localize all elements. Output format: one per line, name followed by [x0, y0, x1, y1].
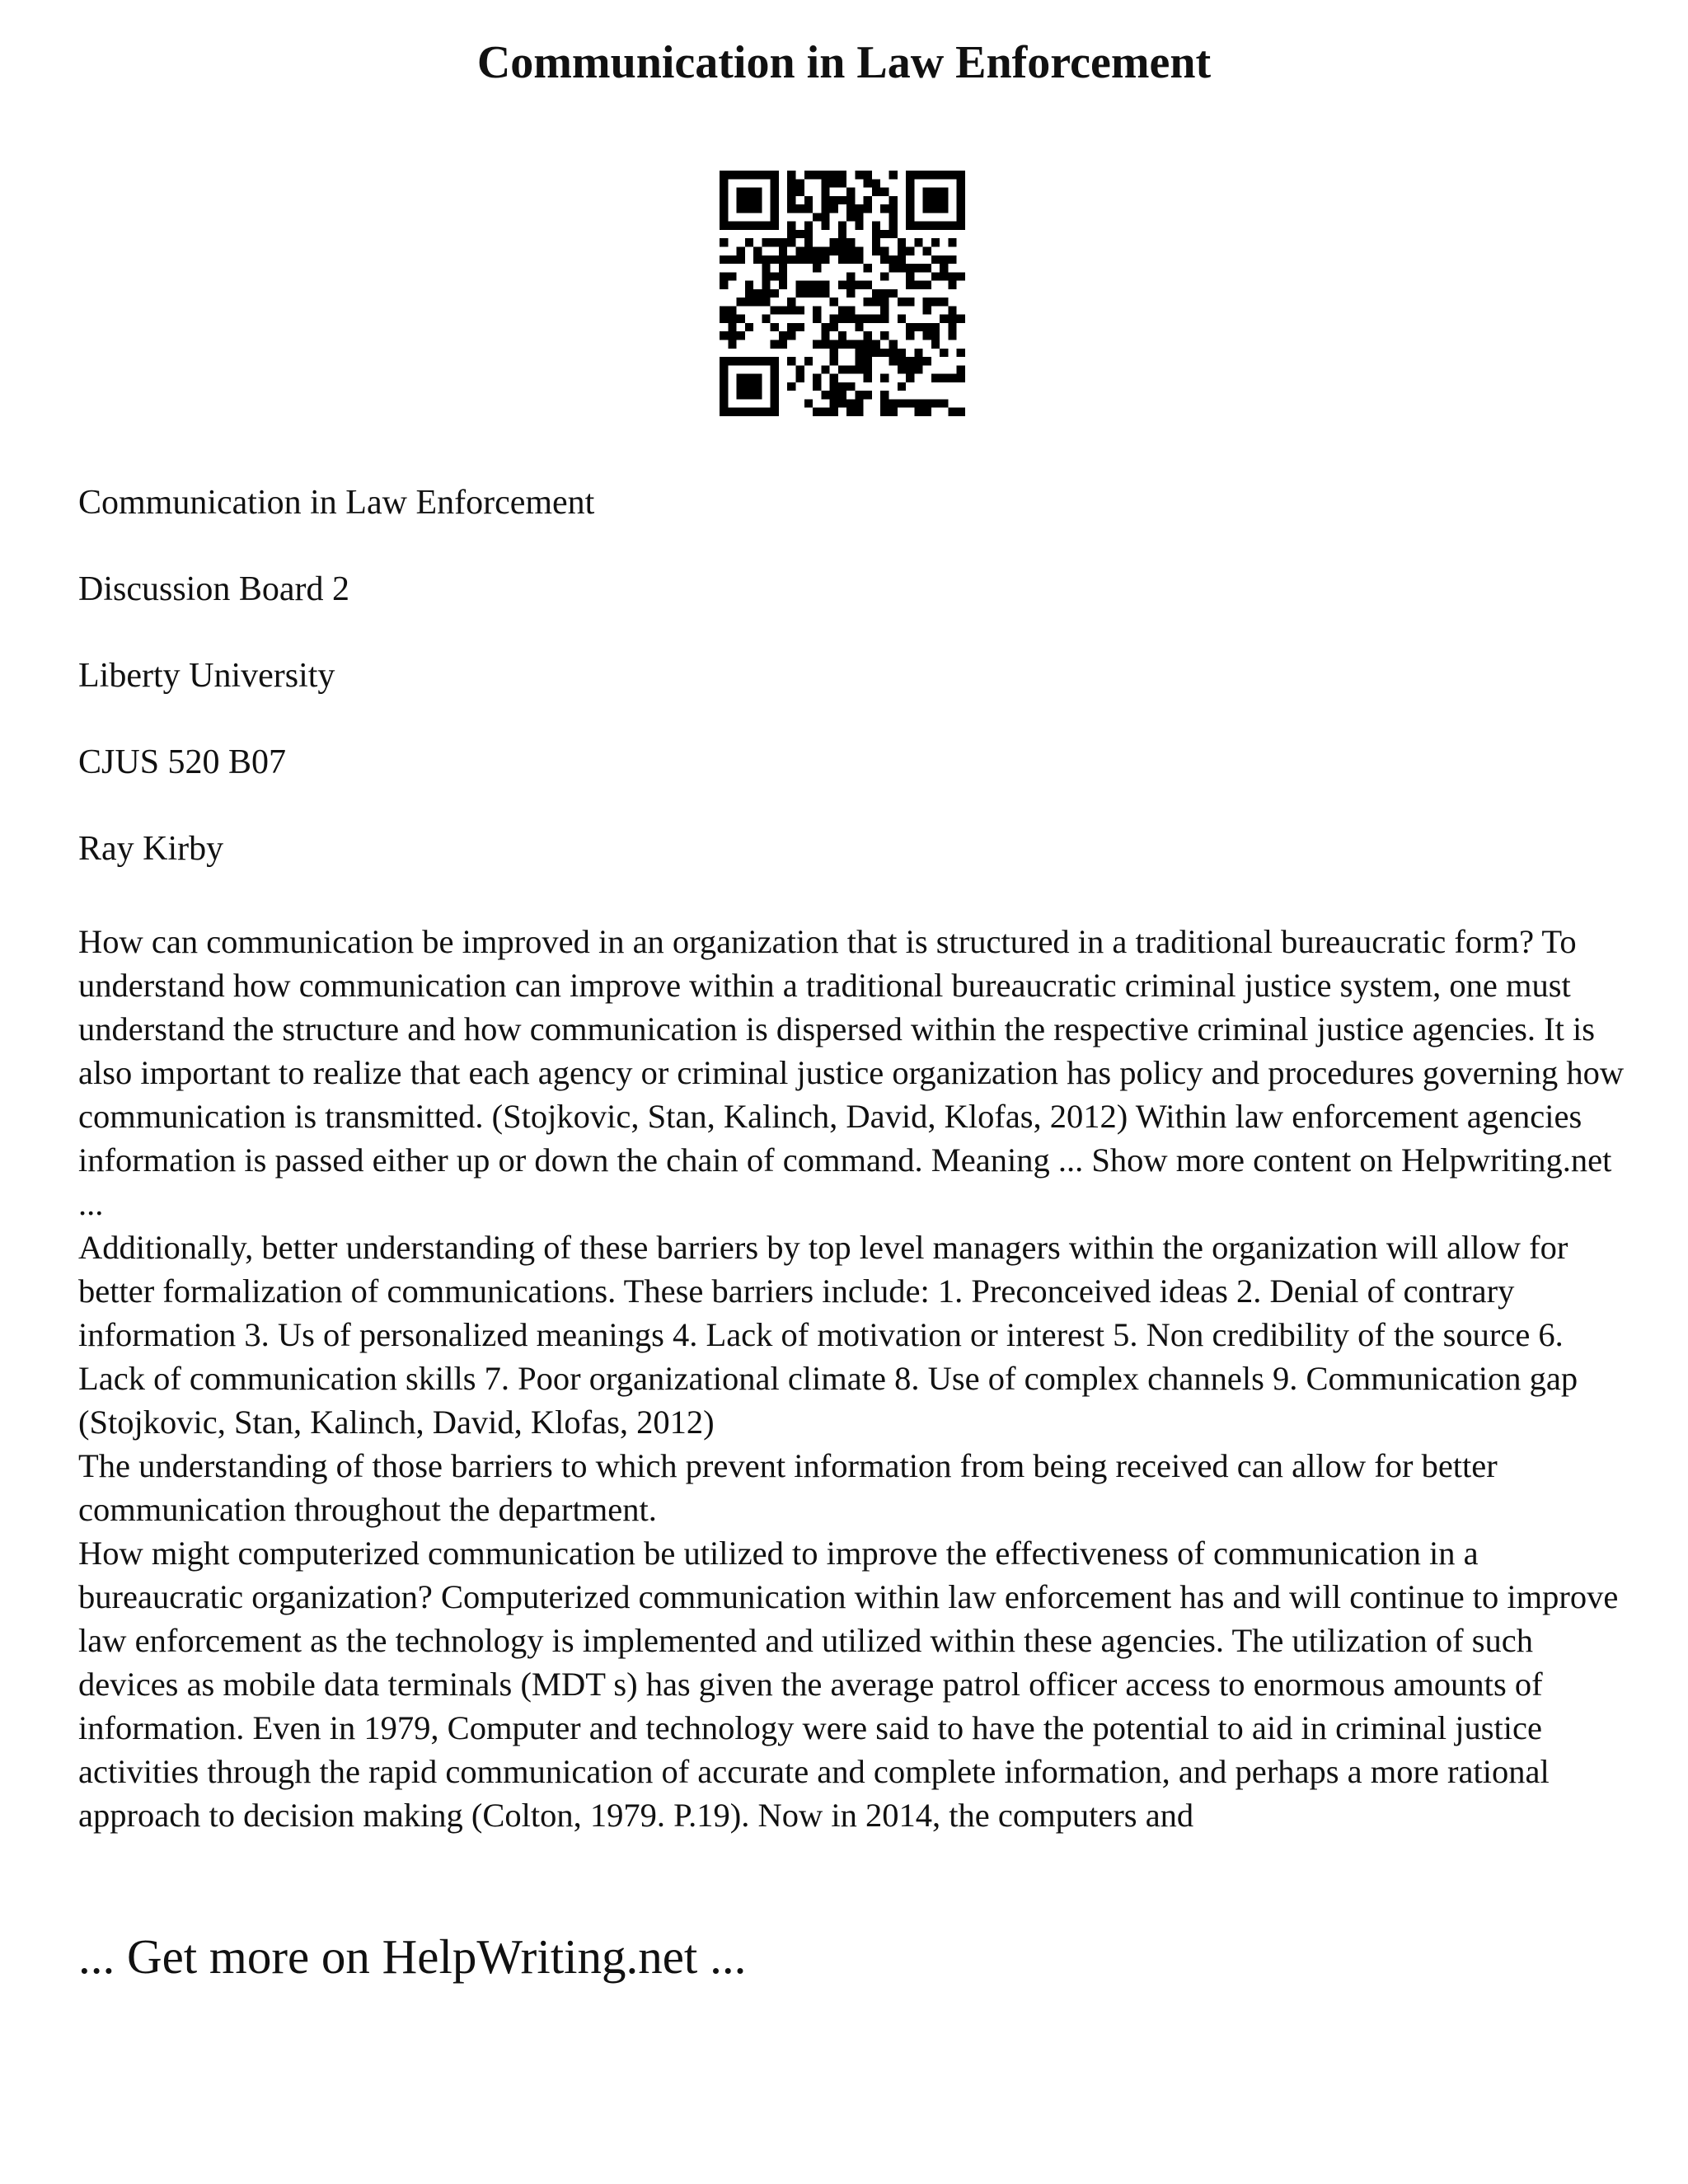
essay-paragraph: How might computerized communication be utilized to improve the effectiveness of communication in a bureaucratic organization? Computerized communication within law enforcement has and will continue to improve law enforcement as the technology is implemented and utilized within these agencies. The utilization of such devices as mobile data terminals (MDT s) has given the average patrol officer access to enormous amounts of information. Even in 1979, Computer and technology were said to have the potential to aid in criminal justice activities through the rapid communication of accurate and complete information, and perhaps a more rational approach to decision making (Colton, 1979. P.19). Now in 2014, the computers and	[78, 1535, 1619, 1834]
author-line: Ray Kirby	[78, 830, 224, 868]
essay-body	[78, 920, 1628, 1837]
course-title-line: Communication in Law Enforcement	[78, 484, 595, 522]
essay-paragraph: The understanding of those barriers to which prevent information from being received can allow for better communication throughout the department.	[78, 1447, 1498, 1528]
course-code-line: CJUS 520 B07	[78, 743, 287, 781]
qr-code-icon	[720, 171, 965, 416]
document-title: Communication in Law Enforcement	[476, 37, 1212, 88]
essay-paragraph: Additionally, better understanding of these barriers by top level managers within the organization will allow for better formalization of communications. These barriers include: 1. Preconceived ideas 2. Denial of contrary information 3. Us of personalized meanings 4. Lack of motivation or interest 5. Non credibility of the source 6. Lack of communication skills 7. Poor organizational climate 8. Use of complex channels 9. Communication gap (Stojkovic, Stan, Kalinch, David, Klofas, 2012)	[78, 1229, 1578, 1441]
get-more-link[interactable]: ... Get more on HelpWriting.net ...	[78, 1929, 747, 1984]
assignment-line: Discussion Board 2	[78, 570, 349, 608]
essay-paragraph: How can communication be improved in an organization that is structured in a traditional bureaucratic form? To understand how communication can improve within a traditional bureaucratic criminal justice system, one must understand the structure and how communication is dispersed within the respective criminal justice agencies. It is also important to realize that each agency or criminal justice organization has policy and procedures governing how communication is transmitted. (Stojkovic, Stan, Kalinch, David, Klofas, 2012) Within law enforcement agencies information is passed either up or down the chain of command. Meaning ... Show more content on Helpwriting.net ...	[78, 923, 1625, 1222]
university-line: Liberty University	[78, 657, 335, 695]
